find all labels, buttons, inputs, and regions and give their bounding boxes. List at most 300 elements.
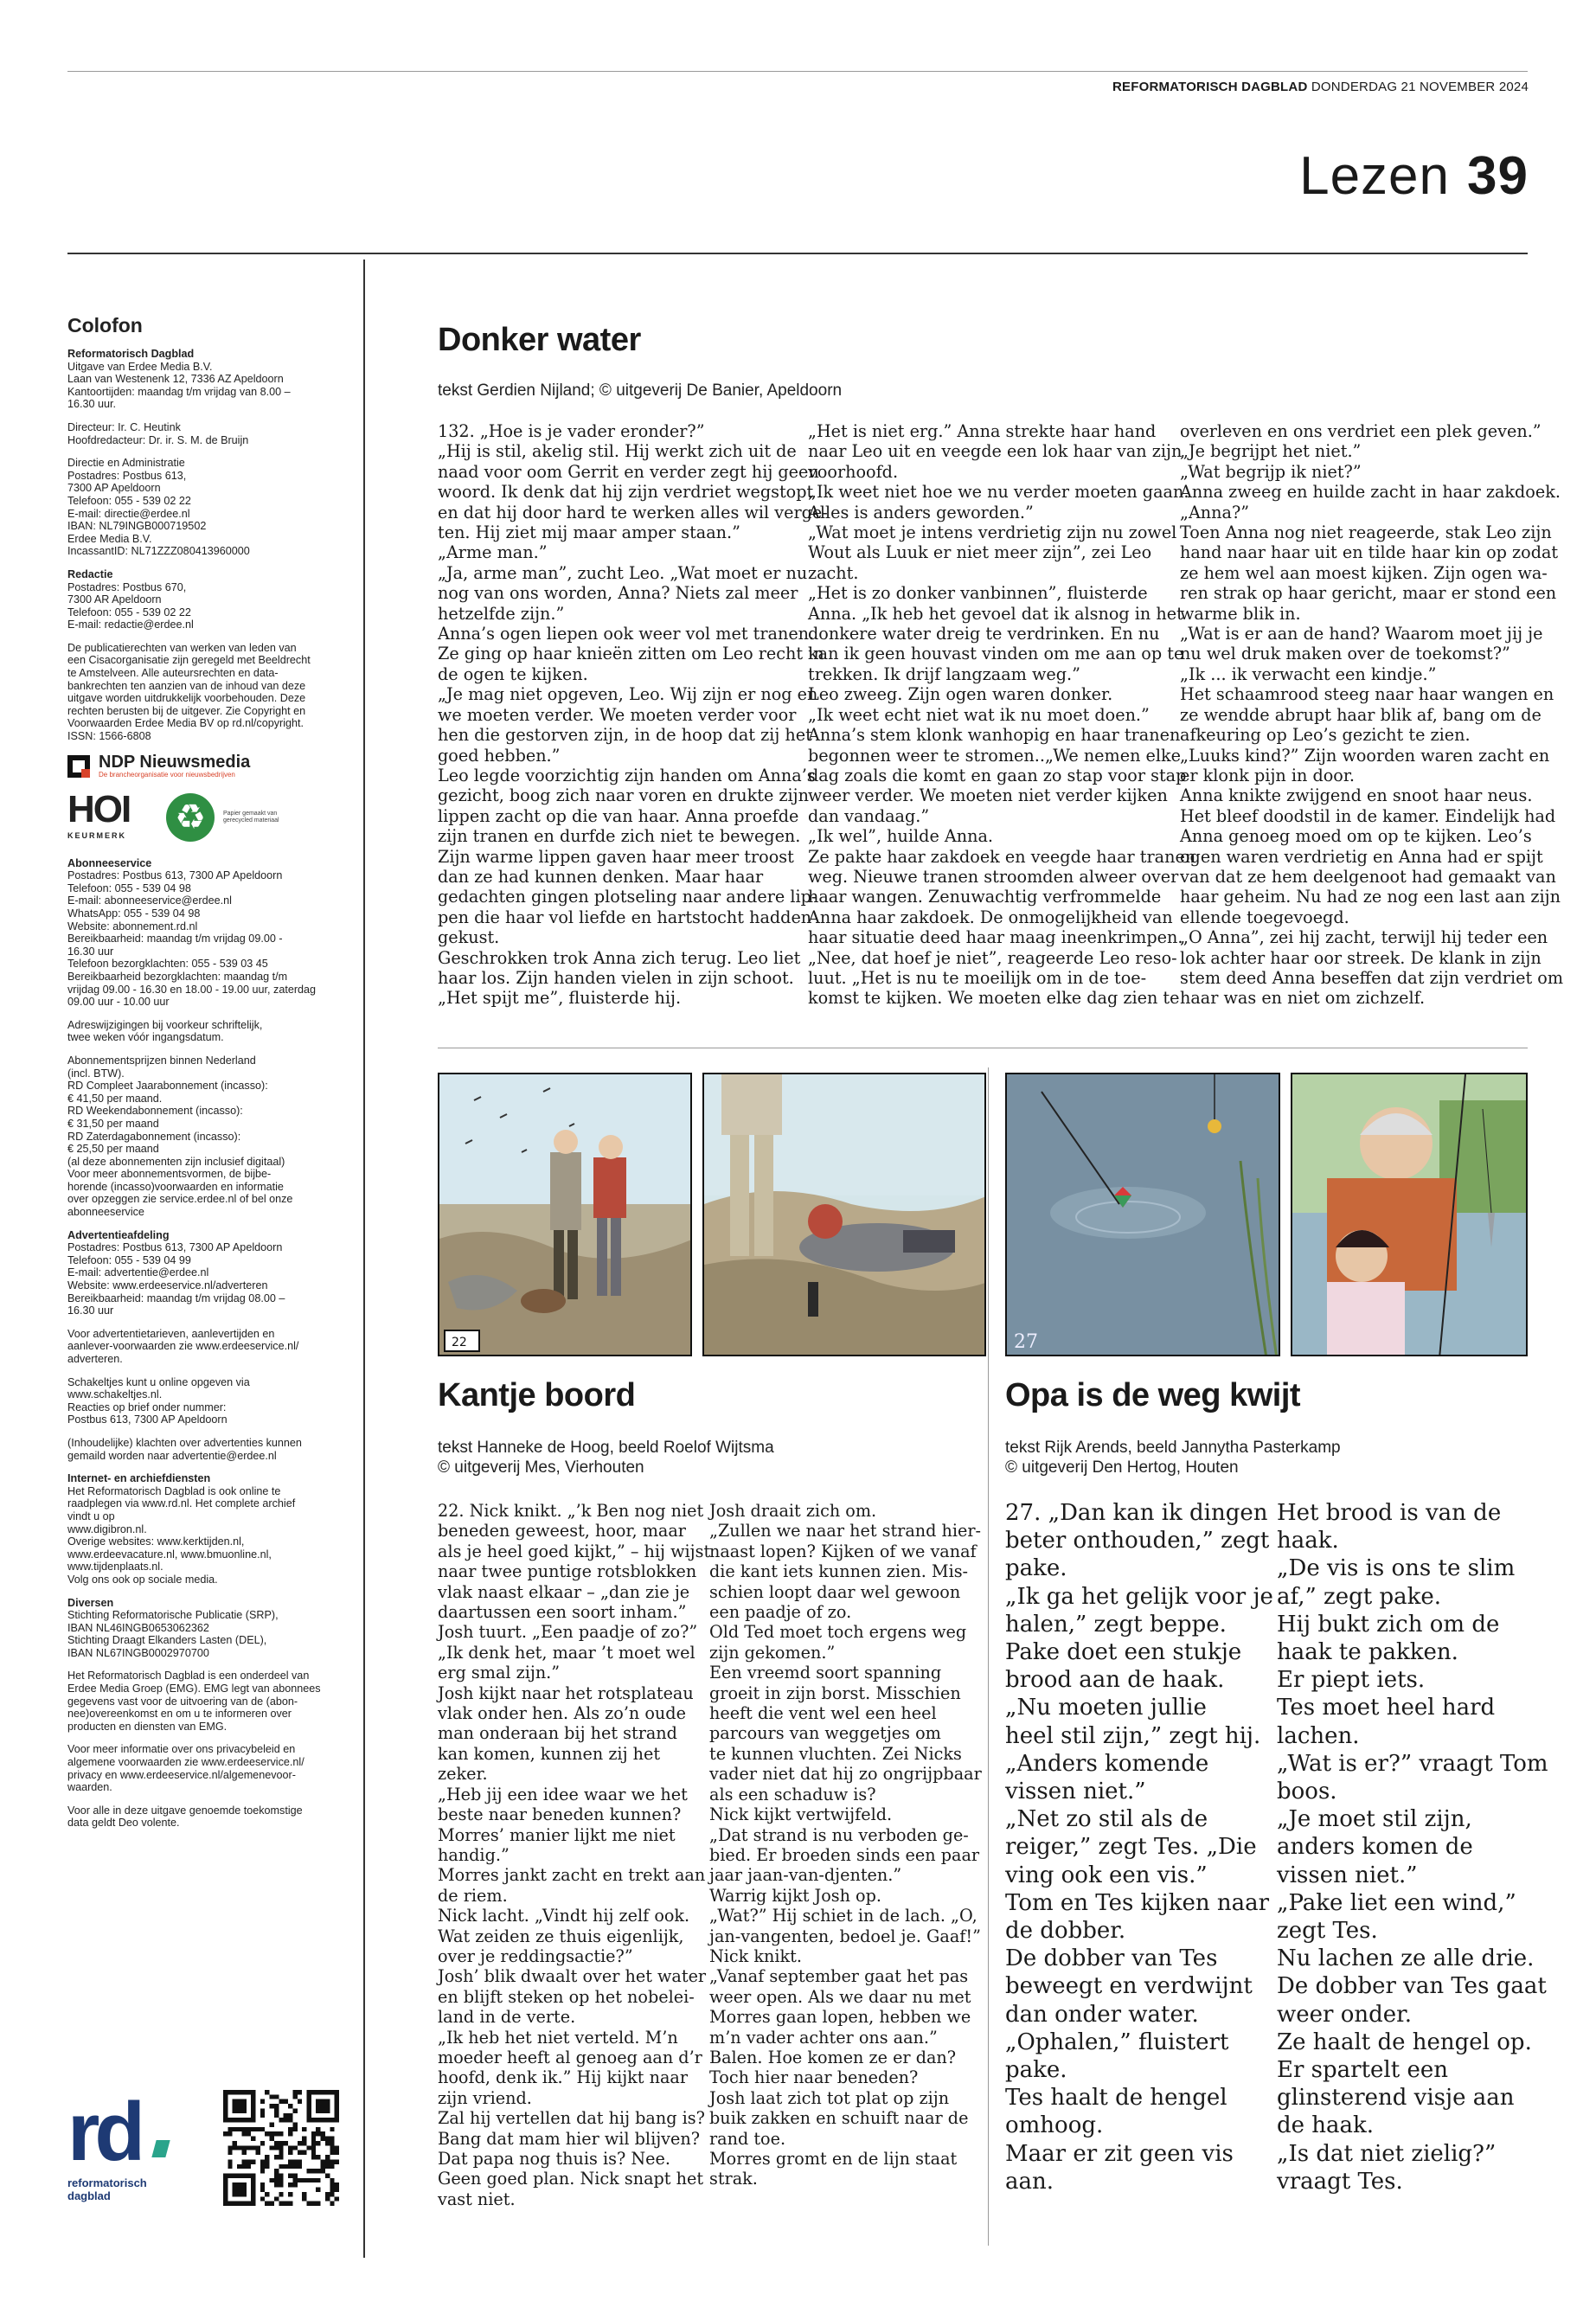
article2-credit: [438, 1438, 774, 1477]
articles-divider: [988, 1067, 989, 2246]
colofon-line: Voor meer informatie over ons privacybeleid en: [67, 1743, 296, 1756]
section-name: Lezen: [1299, 146, 1451, 206]
text-line: haak te pakken.: [1277, 1639, 1458, 1666]
colofon-block: [67, 1437, 346, 1462]
colofon-line: over opzeggen zie service.erdee.nl of bel onze: [67, 1193, 293, 1206]
text-line: Josh draait zich om.: [709, 1501, 877, 1521]
colofon-block: [67, 1597, 346, 1660]
text-line: schien loopt daar wel gewoon: [709, 1581, 961, 1602]
text-line: van dat ze hem deelgenoot had gemaakt van: [1180, 866, 1556, 887]
colofon-line: raadplegen via www.rd.nl. Het complete archief: [67, 1497, 296, 1510]
text-line: de dobber.: [1005, 1918, 1126, 1945]
colofon-block-heading: Internet- en archiefdiensten: [67, 1472, 211, 1485]
text-line: „Vanaf september gaat het pas: [709, 1966, 969, 1987]
colofon-line: Kantoortijden: maandag t/m vrijdag van 8.00 –: [67, 385, 291, 398]
text-line: Het bleef doodstil in de kamer. Eindelijk had: [1180, 805, 1556, 826]
colofon-block-heading: Reformatorisch Dagblad: [67, 348, 195, 360]
text-line: De dobber van Tes gaat: [1277, 1973, 1547, 2000]
text-line: als je heel goed kijkt,” – hij wijst: [438, 1541, 711, 1561]
article1-column-2: [808, 421, 1196, 1009]
masthead-paper: REFORMATORISCH DAGBLAD: [1112, 80, 1308, 94]
colofon-line: bankrechten ten aanzien van de inhoud van deze: [67, 679, 306, 692]
text-line: „Ik ... ik verwacht een kindje.”: [1180, 663, 1437, 684]
colofon-blocks-bottom: [67, 857, 346, 1830]
text-line: dan onder water.: [1005, 2001, 1199, 2028]
text-line: begonnen weer te stromen..„We nemen elke: [808, 745, 1182, 766]
colofon-line: Het Reformatorisch Dagblad is ook online te: [67, 1484, 281, 1497]
colofon-line: Uitgave van Erdee Media B.V.: [67, 360, 213, 373]
text-line: Anna knikte zwijgend en snoot haar neus.: [1180, 785, 1533, 806]
colofon-line: Directie en Administratie: [67, 457, 185, 470]
colofon-block: [67, 1229, 346, 1317]
text-line: Zijn warme lippen gaven haar meer troost: [438, 846, 794, 867]
ndp-sub: De brancheorganisatie voor nieuwsbedrijven: [99, 770, 235, 779]
text-line: afkeuring op Leo’s gezicht te zien.: [1180, 725, 1471, 746]
text-line: Dat papa nog thuis is? Nee.: [438, 2149, 670, 2169]
text-line: bied. Er broeden sinds een paar: [709, 1844, 980, 1865]
text-line: moeder heeft al genoeg aan d’r: [438, 2047, 702, 2067]
text-line: donkere water dreig te verdrinken. En nu: [808, 624, 1160, 644]
article3-credit: [1005, 1438, 1341, 1477]
text-line: land in de verte.: [438, 2007, 576, 2028]
colofon-line: Erdee Media Groep (EMG). EMG legt van abonnees: [67, 1682, 321, 1695]
text-line: „Wat begrijp ik niet?”: [1180, 461, 1362, 482]
text-line: dan vandaag.”: [808, 805, 930, 826]
text-line: Tes moet heel hard: [1277, 1695, 1496, 1721]
text-line: vissen niet.”: [1005, 1779, 1146, 1805]
colofon-line: Hoofdredacteur: Dr. ir. S. M. de Bruijn: [67, 433, 249, 446]
kantje-boord-panel-number: 22: [452, 1336, 467, 1349]
text-line: „Net zo stil als de: [1005, 1806, 1208, 1833]
colofon-block: [67, 1019, 346, 1044]
text-line: brood aan de haak.: [1005, 1667, 1225, 1694]
text-line: Anna’s stem klonk wanhopig en haar tranen: [808, 725, 1181, 746]
text-line: Josh laat zich tot plat op zijn: [709, 2087, 950, 2108]
text-line: Maar er zit geen vis: [1005, 2140, 1234, 2167]
text-line: Alles is anders geworden.”: [808, 502, 1034, 522]
keurmerk-mark: HOI: [67, 787, 131, 830]
text-line: als een schaduw is?: [709, 1784, 876, 1804]
text-line: een paadje of zo.: [709, 1602, 852, 1623]
colofon-line: Stichting Draagt Elkanders Lasten (DEL),: [67, 1634, 267, 1647]
ndp-mark-icon: [67, 755, 90, 778]
text-line: de riem.: [438, 1885, 508, 1906]
colofon-line: een Cisacorganisatie zijn geregeld met Beeldrecht: [67, 654, 311, 667]
section-title: [1299, 145, 1529, 207]
colofon-line: 16.30 uur: [67, 1304, 114, 1317]
text-line: beweegt en verdwijnt: [1005, 1973, 1253, 2000]
text-line: Het schaamrood steeg naar haar wangen en: [1180, 684, 1554, 705]
colofon-line: E-mail: redactie@erdee.nl: [67, 619, 194, 631]
colofon-line: horende (incasso)voorwaarden en informatie: [67, 1180, 284, 1193]
article3-column-1: [1005, 1499, 1273, 2195]
colofon-line: 7300 AP Apeldoorn: [67, 482, 161, 495]
text-line: Morres gromt en de lijn staat: [709, 2149, 958, 2169]
colofon-line: E-mail: advertentie@erdee.nl: [67, 1266, 209, 1279]
colofon-divider: [363, 260, 365, 2258]
text-line: Er spartelt een: [1277, 2057, 1448, 2084]
colofon-line: data geldt Deo volente.: [67, 1817, 180, 1830]
text-line: lok achter haar oor streek. De klank in zijn: [1180, 947, 1542, 968]
text-line: 27. „Dan kan ik dingen: [1005, 1500, 1268, 1526]
colofon-line: waarden.: [67, 1781, 112, 1794]
text-line: „Je begrijpt het niet.”: [1180, 441, 1362, 462]
text-line: vissen niet.”: [1277, 1862, 1418, 1888]
text-line: Nick kijkt vertwijfeld.: [709, 1804, 893, 1825]
text-line: kan komen, kunnen zij het: [438, 1743, 661, 1764]
colofon-line: Telefoon: 055 - 539 04 99: [67, 1253, 191, 1266]
text-line: jaar jaan-van-djenten.”: [709, 1865, 902, 1886]
opa-panel-number: 27: [1014, 1331, 1038, 1353]
text-line: nog van ons worden, Anna? Niets zal meer: [438, 583, 798, 604]
text-line: „Heb jij een idee waar we het: [438, 1784, 688, 1804]
text-line: zijn gekomen.”: [709, 1642, 836, 1663]
article2-column-1: [438, 1501, 711, 2209]
colofon-line: Overige websites: www.kerktijden.nl,: [67, 1535, 245, 1548]
keurmerk-logo: [67, 787, 151, 845]
colofon-line: De publicatierechten van werken van leden van: [67, 641, 297, 654]
colofon-line: Postbus 613, 7300 AP Apeldoorn: [67, 1413, 228, 1426]
kantje-boord-panel-1: [438, 1073, 692, 1356]
text-line: luut. „Het is nu te moeilijk om in de toe-: [808, 967, 1147, 988]
article1-title: Donker water: [438, 322, 641, 358]
text-line: „Ik heb het niet verteld. M’n: [438, 2027, 678, 2048]
colofon-block-heading: Advertentieafdeling: [67, 1228, 170, 1241]
text-line: Een vreemd soort spanning: [709, 1663, 942, 1683]
text-line: hand naar haar uit en tilde haar kin op zodat: [1180, 542, 1559, 563]
colofon-line: Laan van Westenenk 12, 7336 AZ Apeldoorn: [67, 373, 284, 386]
text-line: en dat hij door hard te werken alles wil verge-: [438, 502, 828, 522]
rd-mark: rd: [67, 2086, 140, 2178]
text-line: weer onder.: [1277, 2001, 1412, 2028]
text-line: Anna. „Ik heb het gevoel dat ik alsnog in het: [808, 603, 1183, 624]
text-line: „Ik denk het, maar ’t moet wel: [438, 1642, 695, 1663]
text-line: „Ik weet niet hoe we nu verder moeten gaan.: [808, 482, 1189, 503]
text-line: ving ook een vis.”: [1005, 1862, 1208, 1888]
keurmerk-label: KEURMERK: [67, 830, 127, 840]
text-line: weer open. Als we daar nu met: [709, 1986, 971, 2007]
rd-logo-line2: dagblad: [67, 2189, 111, 2202]
text-line: lachen.: [1277, 1722, 1360, 1749]
colofon-line: Bereikbaarheid: maandag t/m vrijdag 08.00 –: [67, 1292, 285, 1304]
text-line: rand toe.: [709, 2128, 786, 2149]
text-line: Ze pakte haar zakdoek en veegde haar tranen: [808, 846, 1196, 867]
colofon-block: [67, 642, 346, 743]
top-rule: [67, 71, 1528, 72]
text-line: te kunnen vluchten. Zei Nicks: [709, 1743, 962, 1764]
colofon-line: Bereikbaarheid bezorgklachten: maandag t/m: [67, 970, 288, 983]
colofon-line: nee)overeenkomst en om u te informeren over: [67, 1708, 292, 1721]
article1-column-1: [438, 421, 828, 1009]
text-line: de ogen te kijken.: [438, 663, 588, 684]
colofon-block: [67, 568, 346, 631]
text-line: zijn tranen en durfde zich niet te bewegen.: [438, 826, 801, 847]
text-line: hoofd, denk ik.” Hij kijkt naar: [438, 2067, 689, 2088]
colofon-block: [67, 857, 346, 1009]
text-line: jan-vangenten, bedoel je. Gaaf!”: [709, 1926, 981, 1946]
colofon-block: [67, 1054, 346, 1219]
text-line: „Het spijt me”, fluisterde hij.: [438, 988, 682, 1009]
colofon-line: WhatsApp: 055 - 539 04 98: [67, 907, 201, 920]
text-line: „Ik ga het gelijk voor je: [1005, 1583, 1273, 1610]
text-line: Wout als Luuk er niet meer zijn”, zei Leo: [808, 542, 1152, 563]
article3-column-2: [1277, 1499, 1548, 2195]
text-line: buik zakken en schuift naar de: [709, 2108, 969, 2129]
qr-code-icon[interactable]: [223, 2090, 339, 2206]
article2-credit-line1: tekst Hanneke de Hoog, beeld Roelof Wijtsma: [438, 1439, 774, 1457]
text-line: „Wat moet je intens verdrietig zijn nu zowel: [808, 522, 1177, 543]
colofon-line: Telefoon: 055 - 539 02 22: [67, 494, 191, 507]
text-line: omhoog.: [1005, 2112, 1104, 2139]
opa-panel-2: [1291, 1073, 1528, 1356]
text-line: „Pake liet een wind,”: [1277, 1889, 1516, 1916]
colofon-line: Telefoon: 055 - 539 04 98: [67, 881, 191, 894]
text-line: naar twee puntige rotsblokken: [438, 1561, 697, 1582]
text-line: beste naar beneden kunnen?: [438, 1804, 682, 1825]
text-line: haar wangen. Zenuwachtig verfrommelde: [808, 887, 1162, 907]
text-line: halen,” zegt beppe.: [1005, 1611, 1227, 1638]
text-line: Pake doet een stukje: [1005, 1639, 1242, 1666]
text-line: Morres’ manier lijkt me niet: [438, 1824, 676, 1845]
colofon-line: € 41,50 per maand.: [67, 1092, 163, 1105]
colofon-line: Website: abonnement.rd.nl: [67, 920, 198, 933]
text-line: „Het is niet erg.” Anna strekte haar hand: [808, 421, 1157, 441]
text-line: ze hem wel aan moest kijken. Zijn ogen wa-: [1180, 562, 1548, 583]
text-line: Josh kijkt naar het rotsplateau: [438, 1682, 694, 1703]
text-line: naad voor oom Gerrit en verder zegt hij geen: [438, 461, 819, 482]
text-line: Anna haar zakdoek. De onmogelijkheid van: [808, 907, 1173, 927]
colofon-line: E-mail: abonneeservice@erdee.nl: [67, 894, 232, 907]
text-line: 22. Nick knikt. „’k Ben nog niet: [438, 1501, 704, 1521]
colofon-line: IncassantID: NL71ZZZ080413960000: [67, 545, 250, 558]
text-line: Geschrokken trok Anna zich terug. Leo liet: [438, 947, 801, 968]
colofon-line: Het Reformatorisch Dagblad is een onderdeel van: [67, 1670, 310, 1682]
article3-title: Opa is de weg kwijt: [1005, 1377, 1301, 1413]
colofon-line: gemaild worden naar advertentie@erdee.nl: [67, 1449, 277, 1462]
colofon-line: Bereikbaarheid: maandag t/m vrijdag 09.00 -: [67, 933, 283, 945]
ndp-name: NDP Nieuwsmedia: [99, 752, 251, 772]
text-line: vlak onder hen. Als zo’n oude: [438, 1703, 686, 1724]
text-line: Old Ted moet toch ergens weg: [709, 1622, 967, 1643]
colofon-line: Abonnementsprijzen binnen Nederland: [67, 1054, 256, 1067]
colofon-line: privacy en www.erdeeservice.nl/algemenevoor-: [67, 1768, 296, 1781]
text-line: Balen. Hoe komen ze er dan?: [709, 2047, 957, 2067]
text-line: Ze ging op haar knieën zitten om Leo recht in: [438, 644, 824, 664]
text-line: m’n vader achter ons aan.”: [709, 2027, 938, 2048]
colofon-block: [67, 1376, 346, 1426]
colofon-line: Stichting Reformatorische Publicatie (SRP),: [67, 1609, 279, 1622]
colofon-line: IBAN NL46INGB0653062362: [67, 1621, 209, 1634]
colofon-line: Postadres: Postbus 613, 7300 AP Apeldoorn: [67, 869, 283, 882]
text-line: Ze haalt de hengel op.: [1277, 2029, 1532, 2055]
text-line: er klonk pijn in door.: [1180, 765, 1355, 785]
text-line: ren strak op haar gericht, maar er stond een: [1180, 583, 1557, 604]
text-line: de haak.: [1277, 2112, 1375, 2139]
text-line: af,” zegt pake.: [1277, 1583, 1442, 1610]
text-line: ogen waren verdrietig en Anna had er spijt: [1180, 846, 1543, 867]
text-line: „Je mag niet opgeven, Leo. Wij zijn er nog en: [438, 684, 818, 705]
colofon-line: producten en diensten van EMG.: [67, 1720, 228, 1733]
text-line: zijn vriend.: [438, 2087, 532, 2108]
text-line: erg smal zijn.”: [438, 1663, 561, 1683]
colofon-line: www.digibron.nl.: [67, 1522, 147, 1535]
article3-credit-line2: © uitgeverij Den Hertog, Houten: [1005, 1458, 1239, 1477]
text-line: ellende toegevoegd.: [1180, 907, 1349, 927]
colofon-line: ISSN: 1566-6808: [67, 730, 151, 743]
colofon-line: abonneeservice: [67, 1206, 144, 1219]
text-line: zegt Tes.: [1277, 1918, 1378, 1945]
text-line: groeit in zijn borst. Misschien: [709, 1682, 961, 1703]
text-line: haak.: [1277, 1528, 1339, 1554]
colofon-block: [67, 457, 346, 558]
text-line: „Ik wel”, huilde Anna.: [808, 826, 994, 847]
colofon-line: Telefoon: 055 - 539 02 22: [67, 606, 191, 619]
text-line: pake.: [1005, 1555, 1067, 1582]
recycle-icon: ♻: [166, 793, 215, 842]
colofon-line: Erdee Media B.V.: [67, 532, 152, 545]
text-line: hen die gestorven zijn, in de hoop dat zij het: [438, 725, 812, 746]
text-line: Tom en Tes kijken naar: [1005, 1889, 1270, 1916]
text-line: daartussen een soort inham.”: [438, 1602, 687, 1623]
text-line: Toen Anna nog niet reageerde, stak Leo zijn: [1180, 522, 1552, 543]
colofon-line: RD Zaterdagabonnement (incasso):: [67, 1130, 241, 1143]
text-line: Morres jankt zacht en trekt aan: [438, 1865, 706, 1886]
text-line: weer verder. We moeten niet verder kijken: [808, 785, 1168, 806]
text-line: aan.: [1005, 2168, 1054, 2195]
text-line: Bang dat mam hier wil blijven?: [438, 2128, 700, 2149]
colofon-line: aanlever-voorwaarden zie www.erdeeservice.nl/: [67, 1340, 299, 1353]
colofon-line: Schakeltjes kunt u online opgeven via: [67, 1375, 250, 1388]
article2-credit-line2: © uitgeverij Mes, Vierhouten: [438, 1458, 644, 1477]
colofon-line: www.erdeevacature.nl, www.bmuonline.nl,: [67, 1548, 272, 1561]
text-line: Wat zeiden ze thuis eigenlijk,: [438, 1926, 684, 1946]
text-line: „De vis is ons te slim: [1277, 1555, 1516, 1582]
kantje-boord-illustration-2: [704, 1074, 986, 1356]
colofon-line: E-mail: directie@erdee.nl: [67, 507, 190, 520]
colofon-block: [67, 1743, 346, 1793]
colofon-line: algemene voorwaarden zie www.erdeeservice.nl/: [67, 1756, 304, 1769]
text-line: heel stil zijn,” zegt hij.: [1005, 1722, 1261, 1749]
text-line: anders komen de: [1277, 1834, 1473, 1861]
text-line: Nick knikt.: [709, 1945, 802, 1966]
colofon-block: [67, 1804, 346, 1830]
colofon-line: Postadres: Postbus 613,: [67, 469, 187, 482]
colofon-block: [67, 421, 346, 446]
text-line: „Wat?” Hij schiet in de lach. „O,: [709, 1906, 977, 1926]
opa-illustration-2: [1292, 1074, 1528, 1356]
text-line: pen die haar vol liefde en hartstocht hadden: [438, 907, 812, 927]
text-line: warme blik in.: [1180, 603, 1301, 624]
rd-accent-icon: [151, 2140, 170, 2157]
colofon-line: gegevens vast voor de uitvoering van de (abon-: [67, 1695, 298, 1708]
colofon-line: twee weken vóór ingangsdatum.: [67, 1031, 224, 1044]
text-line: haar was en niet om zichzelf.: [1180, 988, 1426, 1009]
text-line: „Anders komende: [1005, 1750, 1209, 1777]
text-line: „Ja, arme man”, zucht Leo. „Wat moet er nu: [438, 562, 808, 583]
text-line: „Wat is er aan de hand? Waarom moet jij je: [1180, 624, 1543, 644]
colofon-line: rechten berusten bij de uitgever. Zie Copyright en: [67, 704, 306, 717]
rd-logo: [67, 2086, 171, 2202]
ndp-logo: [67, 753, 346, 779]
text-line: lippen zacht op die van haar. Anna proefde: [438, 805, 799, 826]
text-line: en blijft steken op het nobelei-: [438, 1986, 695, 2007]
text-line: „Hij is stil, akelig stil. Hij werkt zich uit de: [438, 441, 797, 462]
text-line: kan ik geen houvast vinden om me aan op te: [808, 644, 1184, 664]
text-line: Anna genoeg moed om op te kijken. Leo’s: [1180, 826, 1532, 847]
colofon-line: (Inhoudelijke) klachten over advertenties kunnen: [67, 1436, 302, 1449]
text-line: gekust.: [438, 927, 500, 948]
colofon-block-heading: Diversen: [67, 1596, 114, 1609]
colofon-block: [67, 1472, 346, 1586]
colofon-line: www.tijdenplaats.nl.: [67, 1561, 163, 1574]
colofon-line: IBAN: NL79INGB000719502: [67, 520, 207, 533]
text-line: ten. Hij ziet mij maar amper staan.”: [438, 522, 740, 543]
text-line: reiger,” zegt Tes. „Die: [1005, 1834, 1257, 1861]
text-line: zacht.: [808, 562, 859, 583]
colofon-line: Telefoon bezorgklachten: 055 - 539 03 45: [67, 958, 268, 971]
text-line: „Dat strand is nu verboden ge-: [709, 1824, 969, 1845]
header-rule: [67, 253, 1528, 254]
colofon-line: Adreswijzigingen bij voorkeur schriftelijk,: [67, 1018, 263, 1031]
text-line: handig.”: [438, 1844, 510, 1865]
text-line: parcours van weggetjes om: [709, 1723, 941, 1744]
text-line: Josh tuurt. „Een paadje of zo?”: [438, 1622, 698, 1643]
text-line: naast lopen? Kijken of we vanaf: [709, 1541, 977, 1561]
text-line: „Is dat niet zielig?”: [1277, 2140, 1497, 2167]
text-line: Josh’ blik dwaalt over het water: [438, 1966, 707, 1987]
rd-logo-line1: reformatorisch: [67, 2176, 147, 2189]
colofon-title: Colofon: [67, 314, 143, 336]
text-line: „Arme man.”: [438, 542, 548, 563]
text-line: Warrig kijkt Josh op.: [709, 1885, 881, 1906]
text-line: stem deed Anna beseffen dat zijn verdriet om: [1180, 967, 1564, 988]
text-line: dag zoals die komt en gaan zo stap voor stap: [808, 765, 1187, 785]
text-line: Tes haalt de hengel: [1005, 2085, 1227, 2112]
text-line: haar geheim. Nu had ze nog een last aan zijn: [1180, 887, 1561, 907]
text-line: „Het is zo donker vanbinnen”, fluisterde: [808, 583, 1148, 604]
colofon-line: www.schakeltjes.nl.: [67, 1388, 163, 1401]
text-line: Morres gaan lopen, hebben we: [709, 2007, 971, 2028]
text-line: vader niet dat hij zo ongrijpbaar: [709, 1764, 982, 1785]
text-line: dan ze had kunnen denken. Maar haar: [438, 866, 764, 887]
text-line: voorhoofd.: [808, 461, 899, 482]
text-line: strak.: [709, 2169, 758, 2189]
text-line: Hij bukt zich om de: [1277, 1611, 1500, 1638]
colofon-line: uitgave worden uitdrukkelijk voorbehouden. Deze: [67, 692, 306, 705]
text-line: „Anna?”: [1180, 502, 1250, 522]
colofon-line: Postadres: Postbus 613, 7300 AP Apeldoorn: [67, 1241, 283, 1254]
colofon-line: Postadres: Postbus 670,: [67, 580, 187, 593]
text-line: vast niet.: [438, 2189, 516, 2209]
text-line: Anna zweeg en huilde zacht in haar zakdoek.: [1180, 482, 1561, 503]
colofon-line: 7300 AR Apeldoorn: [67, 593, 162, 606]
text-line: hetzelfde zijn.”: [438, 603, 565, 624]
colofon-line: Voor advertentietarieven, aanlevertijden en: [67, 1327, 275, 1340]
text-line: overleven en ons verdriet een plek geven.”: [1180, 421, 1542, 441]
text-line: woord. Ik denk dat hij zijn verdriet wegstopt: [438, 482, 814, 503]
colofon-block-heading: Redactie: [67, 567, 113, 580]
text-line: ze wendde abrupt haar blik af, bang om de: [1180, 704, 1542, 725]
colofon-line: Voor alle in deze uitgave genoemde toekomstige: [67, 1804, 303, 1817]
colofon-block: [67, 348, 346, 411]
recycle-text: Papier gemaakt van gerecycled materiaal: [223, 810, 279, 824]
article3-credit-line1: tekst Rijk Arends, beeld Jannytha Pasterkamp: [1005, 1439, 1341, 1457]
text-line: Zal hij vertellen dat hij bang is?: [438, 2108, 705, 2129]
text-line: Toch hier naar beneden?: [709, 2067, 919, 2088]
colofon-line: (incl. BTW).: [67, 1067, 125, 1080]
text-line: goed hebben.”: [438, 745, 561, 766]
opa-panel-1: [1005, 1073, 1280, 1356]
